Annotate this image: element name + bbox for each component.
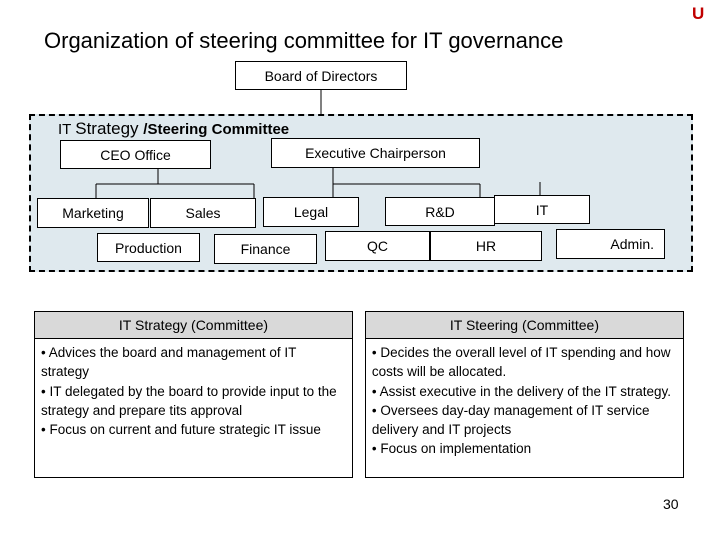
strategy-duty-item: • Advices the board and management of IT strategy <box>41 345 297 380</box>
ceo-office-box <box>60 140 211 169</box>
steering-duty-item: • Oversees day-day management of IT service delivery and IT projects <box>371 402 650 438</box>
executive-chairperson-box <box>271 138 480 168</box>
qc-label: QC <box>367 238 388 254</box>
hr-label: HR <box>475 238 497 254</box>
sales-box <box>150 198 256 228</box>
table-header-strategy: IT Strategy (Committee) <box>35 312 353 339</box>
table-gap <box>352 339 365 478</box>
steering-duty-item: • Decides the overall level of IT spending and how costs will be allocated. <box>371 345 671 380</box>
committee-label-rest: /Steering Committee <box>143 121 290 138</box>
strategy-duties-cell <box>35 339 353 478</box>
production-box <box>97 233 200 262</box>
table-body-row <box>35 339 684 478</box>
committee-comparison-table <box>34 311 684 478</box>
marketing-label: Marketing <box>62 205 124 221</box>
table-header-steering: IT Steering (Committee) <box>365 312 683 339</box>
legal-label: Legal <box>293 204 329 220</box>
table-header-row <box>35 312 684 339</box>
board-of-directors-label: Board of Directors <box>264 67 378 84</box>
page-number: 30 <box>663 496 679 512</box>
committee-label-prefix: IT <box>58 121 76 138</box>
qc-box <box>325 231 430 261</box>
finance-box <box>214 234 317 264</box>
marketing-box <box>37 198 149 228</box>
rd-label: R&D <box>425 203 455 220</box>
production-label: Production <box>115 239 182 256</box>
it-box <box>494 195 590 224</box>
sales-label: Sales <box>185 205 221 221</box>
it-label: IT <box>535 201 549 218</box>
ceo-office-label: CEO Office <box>100 146 171 163</box>
admin-box <box>556 229 665 259</box>
brand-logo: U <box>692 4 705 23</box>
hr-box <box>430 231 542 261</box>
board-of-directors-box <box>235 61 407 90</box>
steering-duties-cell <box>365 339 683 478</box>
steering-duty-item: • Assist executive in the delivery of the IT strategy. <box>371 383 671 399</box>
strategy-duty-item: • IT delegated by the board to provide input to the strategy and prepare tits approval <box>41 383 337 418</box>
admin-label: Admin. <box>610 236 654 252</box>
legal-box <box>263 197 359 227</box>
finance-label: Finance <box>240 241 291 257</box>
rd-box <box>385 197 495 226</box>
steering-duty-item: • Focus on implementation <box>371 441 532 457</box>
executive-chairperson-label: Executive Chairperson <box>305 145 446 161</box>
table-gap <box>352 312 365 339</box>
page-title: Organization of steering committee for IT governance <box>44 28 564 53</box>
committee-label-strategy: Strategy <box>75 119 144 138</box>
strategy-duty-item: • Focus on current and future strategic IT issue <box>41 422 321 438</box>
